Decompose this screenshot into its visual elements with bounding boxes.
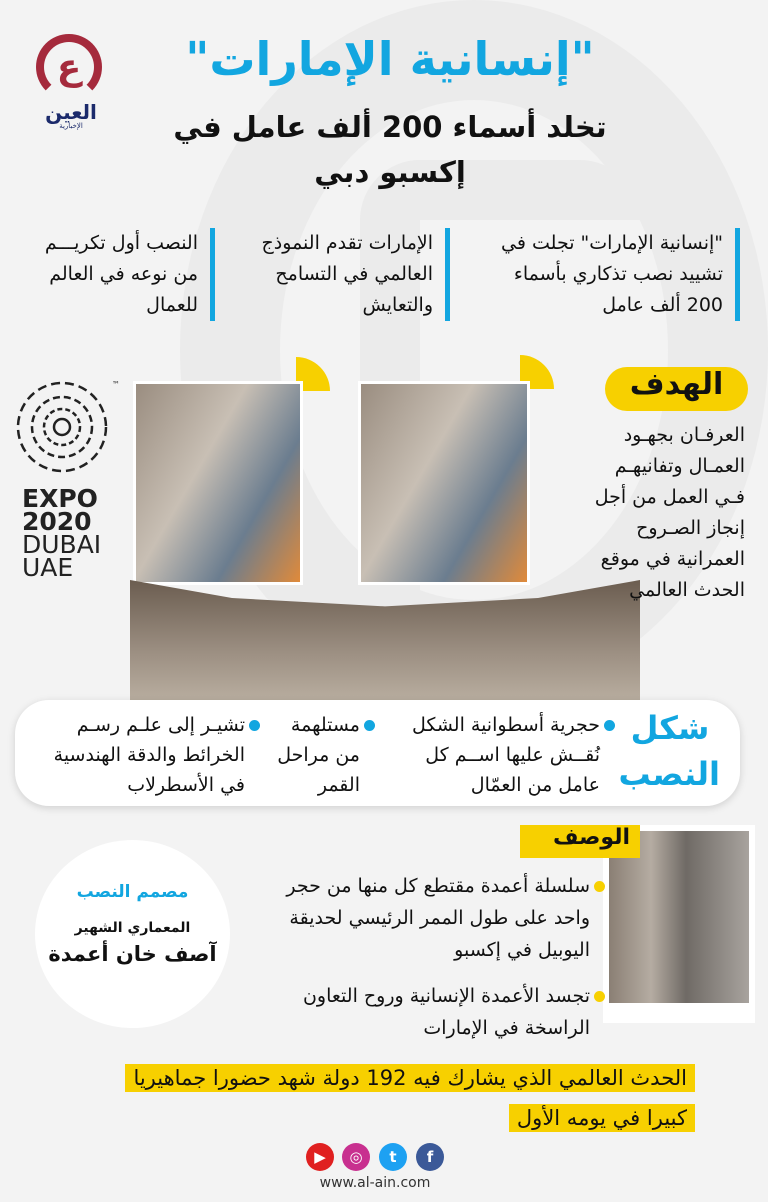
bullet-icon — [249, 720, 260, 731]
designer-label: مصمم النصب — [76, 882, 189, 902]
goal-line: العرفـان بجهـود — [623, 424, 745, 446]
description-line: تجسد الأعمدة الإنسانية وروح التعاون — [302, 985, 590, 1007]
logo-tagline: الإخبارية — [59, 122, 83, 130]
expo-line: UAE — [22, 553, 74, 582]
shape-item-3 — [25, 710, 260, 800]
shape-label-line: شكل — [630, 709, 710, 747]
goal-line: العمـال وتفانيهـم — [614, 455, 745, 477]
instagram-icon[interactable]: ◎ — [342, 1143, 370, 1171]
website-link[interactable]: www.al-ain.com — [319, 1175, 431, 1191]
shape-line: في الأسطرلاب — [127, 774, 245, 796]
bullet-icon — [364, 720, 375, 731]
designer-name: آصف خان أعمدة — [48, 942, 217, 966]
highlight-3 — [15, 228, 215, 321]
footer-note-line-2 — [60, 1104, 695, 1132]
logo-letter: ع — [56, 46, 82, 88]
expo-line: 2020 — [22, 507, 92, 536]
shape-item-2 — [270, 710, 375, 800]
facebook-icon[interactable]: f — [416, 1143, 444, 1171]
shape-line: عامل من العمّال — [470, 774, 600, 796]
expo-line: EXPO — [22, 484, 98, 513]
goal-text — [565, 420, 745, 606]
highlight-line: 200 ألف عامل — [602, 294, 723, 316]
highlight-line: النصب أول تكريـــم — [44, 232, 198, 254]
highlight-line: تشييد نصب تذكاري بأسماء — [513, 263, 723, 285]
shape-label-line: النصب — [618, 755, 720, 793]
page-title: "إنسانية الإمارات" — [185, 32, 595, 86]
goal-line: العمرانية في موقع — [600, 548, 745, 570]
shape-line: الخرائط والدقة الهندسية — [53, 744, 245, 766]
worker-photo-2 — [358, 381, 530, 585]
highlight-2 — [225, 228, 450, 321]
goal-line: الحدث العالمي — [629, 579, 745, 601]
bullet-icon — [604, 720, 615, 731]
shape-line: القمر — [317, 774, 360, 796]
highlight-line: والتعايش — [362, 294, 433, 316]
bullet-icon — [594, 881, 605, 892]
footer-note-line-1 — [60, 1064, 695, 1092]
goal-line: إنجاز الصـروح — [636, 517, 745, 539]
expo-trademark: ™ — [112, 380, 120, 389]
highlight-line: "إنسانية الإمارات" تجلت في — [501, 232, 723, 254]
expo-emblem-icon — [10, 375, 115, 480]
designer-circle — [35, 840, 230, 1028]
twitter-icon[interactable]: t — [379, 1143, 407, 1171]
highlight-line: الإمارات تقدم النموذج — [261, 232, 433, 254]
description-item-1 — [250, 870, 605, 966]
subtitle-line-1: تخلد أسماء 200 ألف عامل في — [173, 110, 607, 144]
shape-line: تشيـر إلى علـم رسـم — [76, 714, 245, 736]
description-line: اليوبيل في إكسبو — [454, 939, 590, 961]
bullet-icon — [594, 991, 605, 1002]
footer-note-text: الحدث العالمي الذي يشارك فيه 192 دولة شهد حضورا جماهيريا — [125, 1064, 695, 1092]
description-item-2 — [250, 980, 605, 1044]
expo-line: DUBAI — [22, 530, 102, 559]
shape-label — [620, 705, 720, 797]
description-line: سلسلة أعمدة مقتطع كل منها من حجر — [286, 875, 590, 897]
highlight-line: العالمي في التسامح — [275, 263, 433, 285]
goal-line: فـي العمل من أجل — [594, 486, 745, 508]
goal-label: الهدف — [605, 367, 748, 411]
description-label: الوصف — [520, 825, 640, 858]
shape-line: مستلهمة — [290, 714, 360, 736]
footer-note-text: كبيرا في يومه الأول — [509, 1104, 695, 1132]
description-line: واحد على طول الممر الرئيسي لحديقة — [289, 907, 590, 929]
highlight-line: من نوعه في العالم — [49, 263, 198, 285]
subtitle-line-2: إكسبو دبي — [314, 155, 466, 189]
expo-wordmark — [22, 484, 102, 582]
youtube-icon[interactable]: ▶ — [306, 1143, 334, 1171]
al-ain-logo — [36, 34, 102, 100]
logo-name: العين — [45, 100, 97, 124]
description-line: الراسخة في الإمارات — [423, 1017, 590, 1039]
highlight-1 — [470, 228, 740, 321]
shape-line: نُقــش عليها اســم كل — [425, 744, 600, 766]
highlight-line: للعمال — [146, 294, 198, 316]
shape-line: من مراحل — [277, 744, 360, 766]
shape-item-1 — [390, 710, 615, 800]
designer-title: المعماري الشهير — [74, 920, 191, 936]
worker-photo-1 — [133, 381, 303, 585]
shape-line: حجرية أسطوانية الشكل — [411, 714, 600, 736]
